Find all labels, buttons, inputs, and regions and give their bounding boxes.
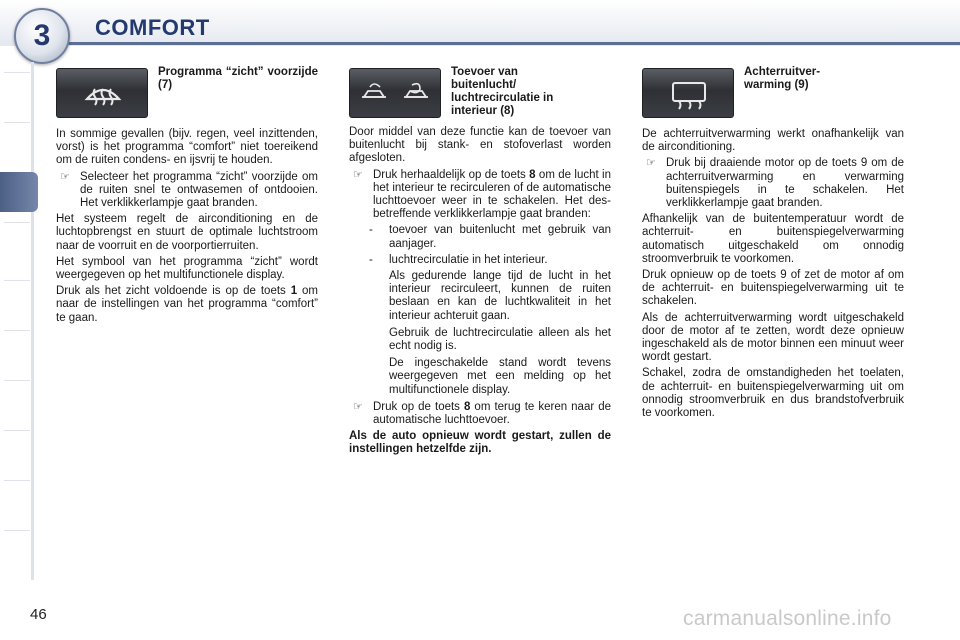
instruction-bullet: ☞ Druk herhaaldelijk op de toets 8 om de lucht in het interieur te recirculeren of de automatische luchttoevoer weer in te schakelen. Het desbetreffende verklikkerlampje gaat branden: — [353, 168, 611, 221]
chapter-tab[interactable] — [4, 480, 30, 481]
active-chapter-tab[interactable] — [0, 172, 38, 212]
instruction-bullet: ☞ Druk op de toets 8 om terug te keren naar de automatische luchttoevoer. — [353, 400, 612, 427]
paragraph: Druk als het zicht voldoende is op de toets 1 om naar de instellingen van het programma “comfort” te gaan. — [56, 285, 319, 324]
instruction-bullet — [642, 157, 904, 210]
pointing-hand-icon: ☞ — [353, 168, 363, 181]
instruction-bullet — [56, 171, 318, 211]
key-reference: 1 — [290, 285, 298, 298]
chapter-tab[interactable] — [4, 330, 30, 331]
paragraph: De achterruitverwarming werkt onafhankelijk van de airconditioning. — [642, 128, 904, 154]
sub-paragraph: Als gedurende lange tijd de lucht in het interieur recirculeert, kunnen de ruiten beslaan en kan de luchtkwaliteit in het interieur achteruit gaan. — [389, 270, 611, 322]
paragraph: Druk opnieuw op de toets 9 of zet de motor af om de achterruit- en buitenspiegelverwarming uit te schakelen. — [642, 269, 904, 308]
chapter-tab[interactable] — [4, 430, 30, 431]
paragraph: In sommige gevallen (bijv. regen, veel inzittenden, vorst) is het programma “comfort” niet toereikend om de ruiten condens- en ijsvrij te houden. — [56, 128, 318, 167]
bullet-text: Druk bij draaiende motor op de toets 9 om de achterruitverwarming en verwarming buitenspiegels in te schakelen. Het verklikkerlampje gaat branden. — [666, 157, 904, 210]
bullet-text: Selecteer het programma “zicht” voorzijde om de ruiten snel te ontwasemen of ontdooien. Het verklikkerlampje gaat branden. — [80, 170, 318, 210]
chapter-tab[interactable] — [4, 380, 30, 381]
paragraph: Het symbool van het programma “zicht” wordt weergegeven op het multifunctionele display. — [56, 255, 318, 282]
option-item: - toevoer van buitenlucht met gebruik van aanjager. — [369, 224, 611, 250]
key-reference: 8 — [529, 168, 536, 181]
section-title: Programma “zicht” voorzijde (7) — [158, 66, 318, 91]
header-rule — [54, 42, 960, 45]
section-body — [56, 128, 318, 328]
paragraph: Door middel van deze functie kan de toevoer van buitenlucht bij stank- en stofoverlast worden afgesloten. — [349, 126, 611, 165]
paragraph: Schakel, zodra de omstandigheden het toelaten, de achterruit- en buitenspiegelverwarming uit om onnodig stroomverbruik en dus brandstofverbruik te voorkomen. — [642, 367, 904, 420]
chapter-tab[interactable] — [4, 530, 30, 531]
front-demist-icon — [57, 69, 149, 119]
paragraph: Als de achterruitverwarming wordt uitgeschakeld door de motor af te zetten, wordt deze opnieuw ingeschakeld als de motor binnen een minuut weer wordt gestart. — [642, 311, 904, 364]
option-item: - luchtrecirculatie in het interieur. — [369, 253, 548, 266]
chapter-title: COMFORT — [95, 15, 210, 40]
section-title: Toevoer van buitenlucht/ luchtrecirculatie in interieur (8) — [451, 66, 554, 117]
pointing-hand-icon: ☞ — [60, 170, 70, 183]
section-title: Achterruitver- warming (9) — [744, 66, 821, 91]
key-reference: 8 — [463, 400, 471, 413]
front-demist-button-image — [56, 68, 148, 118]
chapter-tab-rail — [0, 62, 34, 580]
chapter-tab[interactable] — [4, 222, 30, 223]
chapter-tab[interactable] — [4, 72, 30, 73]
pointing-hand-icon: ☞ — [353, 400, 363, 413]
important-note: Als de auto opnieuw wordt gestart, zullen de instellingen hetzelfde zijn. — [349, 430, 611, 456]
page-number: 46 — [30, 606, 47, 623]
pointing-hand-icon: ☞ — [646, 157, 656, 170]
rear-defrost-button-image — [642, 68, 734, 118]
rear-defrost-icon — [643, 69, 735, 119]
chapter-tab[interactable] — [4, 280, 30, 281]
sub-paragraph: De ingeschakelde stand wordt tevens weergegeven met een melding op het multifunctionele display. — [389, 357, 611, 396]
air-recirculation-icon — [350, 69, 442, 119]
paragraph: Het systeem regelt de airconditioning en de luchtopbrengst en stuurt de optimale luchtstroom naar de voorruit en de voorportierruiten. — [56, 213, 318, 252]
section-body — [642, 128, 904, 423]
paragraph: Afhankelijk van de buitentemperatuur wordt de achterruit- en buitenspiegelverwarming automatisch uitgeschakeld om onnodig stroomverbruik te voorkomen. — [642, 213, 904, 265]
section-body — [349, 126, 611, 460]
sub-paragraph: Gebruik de luchtrecirculatie alleen als het echt nodig is. — [389, 326, 611, 353]
watermark: carmanualsonline.info — [683, 607, 892, 630]
recirculation-button-image — [349, 68, 441, 118]
chapter-badge: 3 — [14, 8, 70, 64]
chapter-tab[interactable] — [4, 122, 30, 123]
